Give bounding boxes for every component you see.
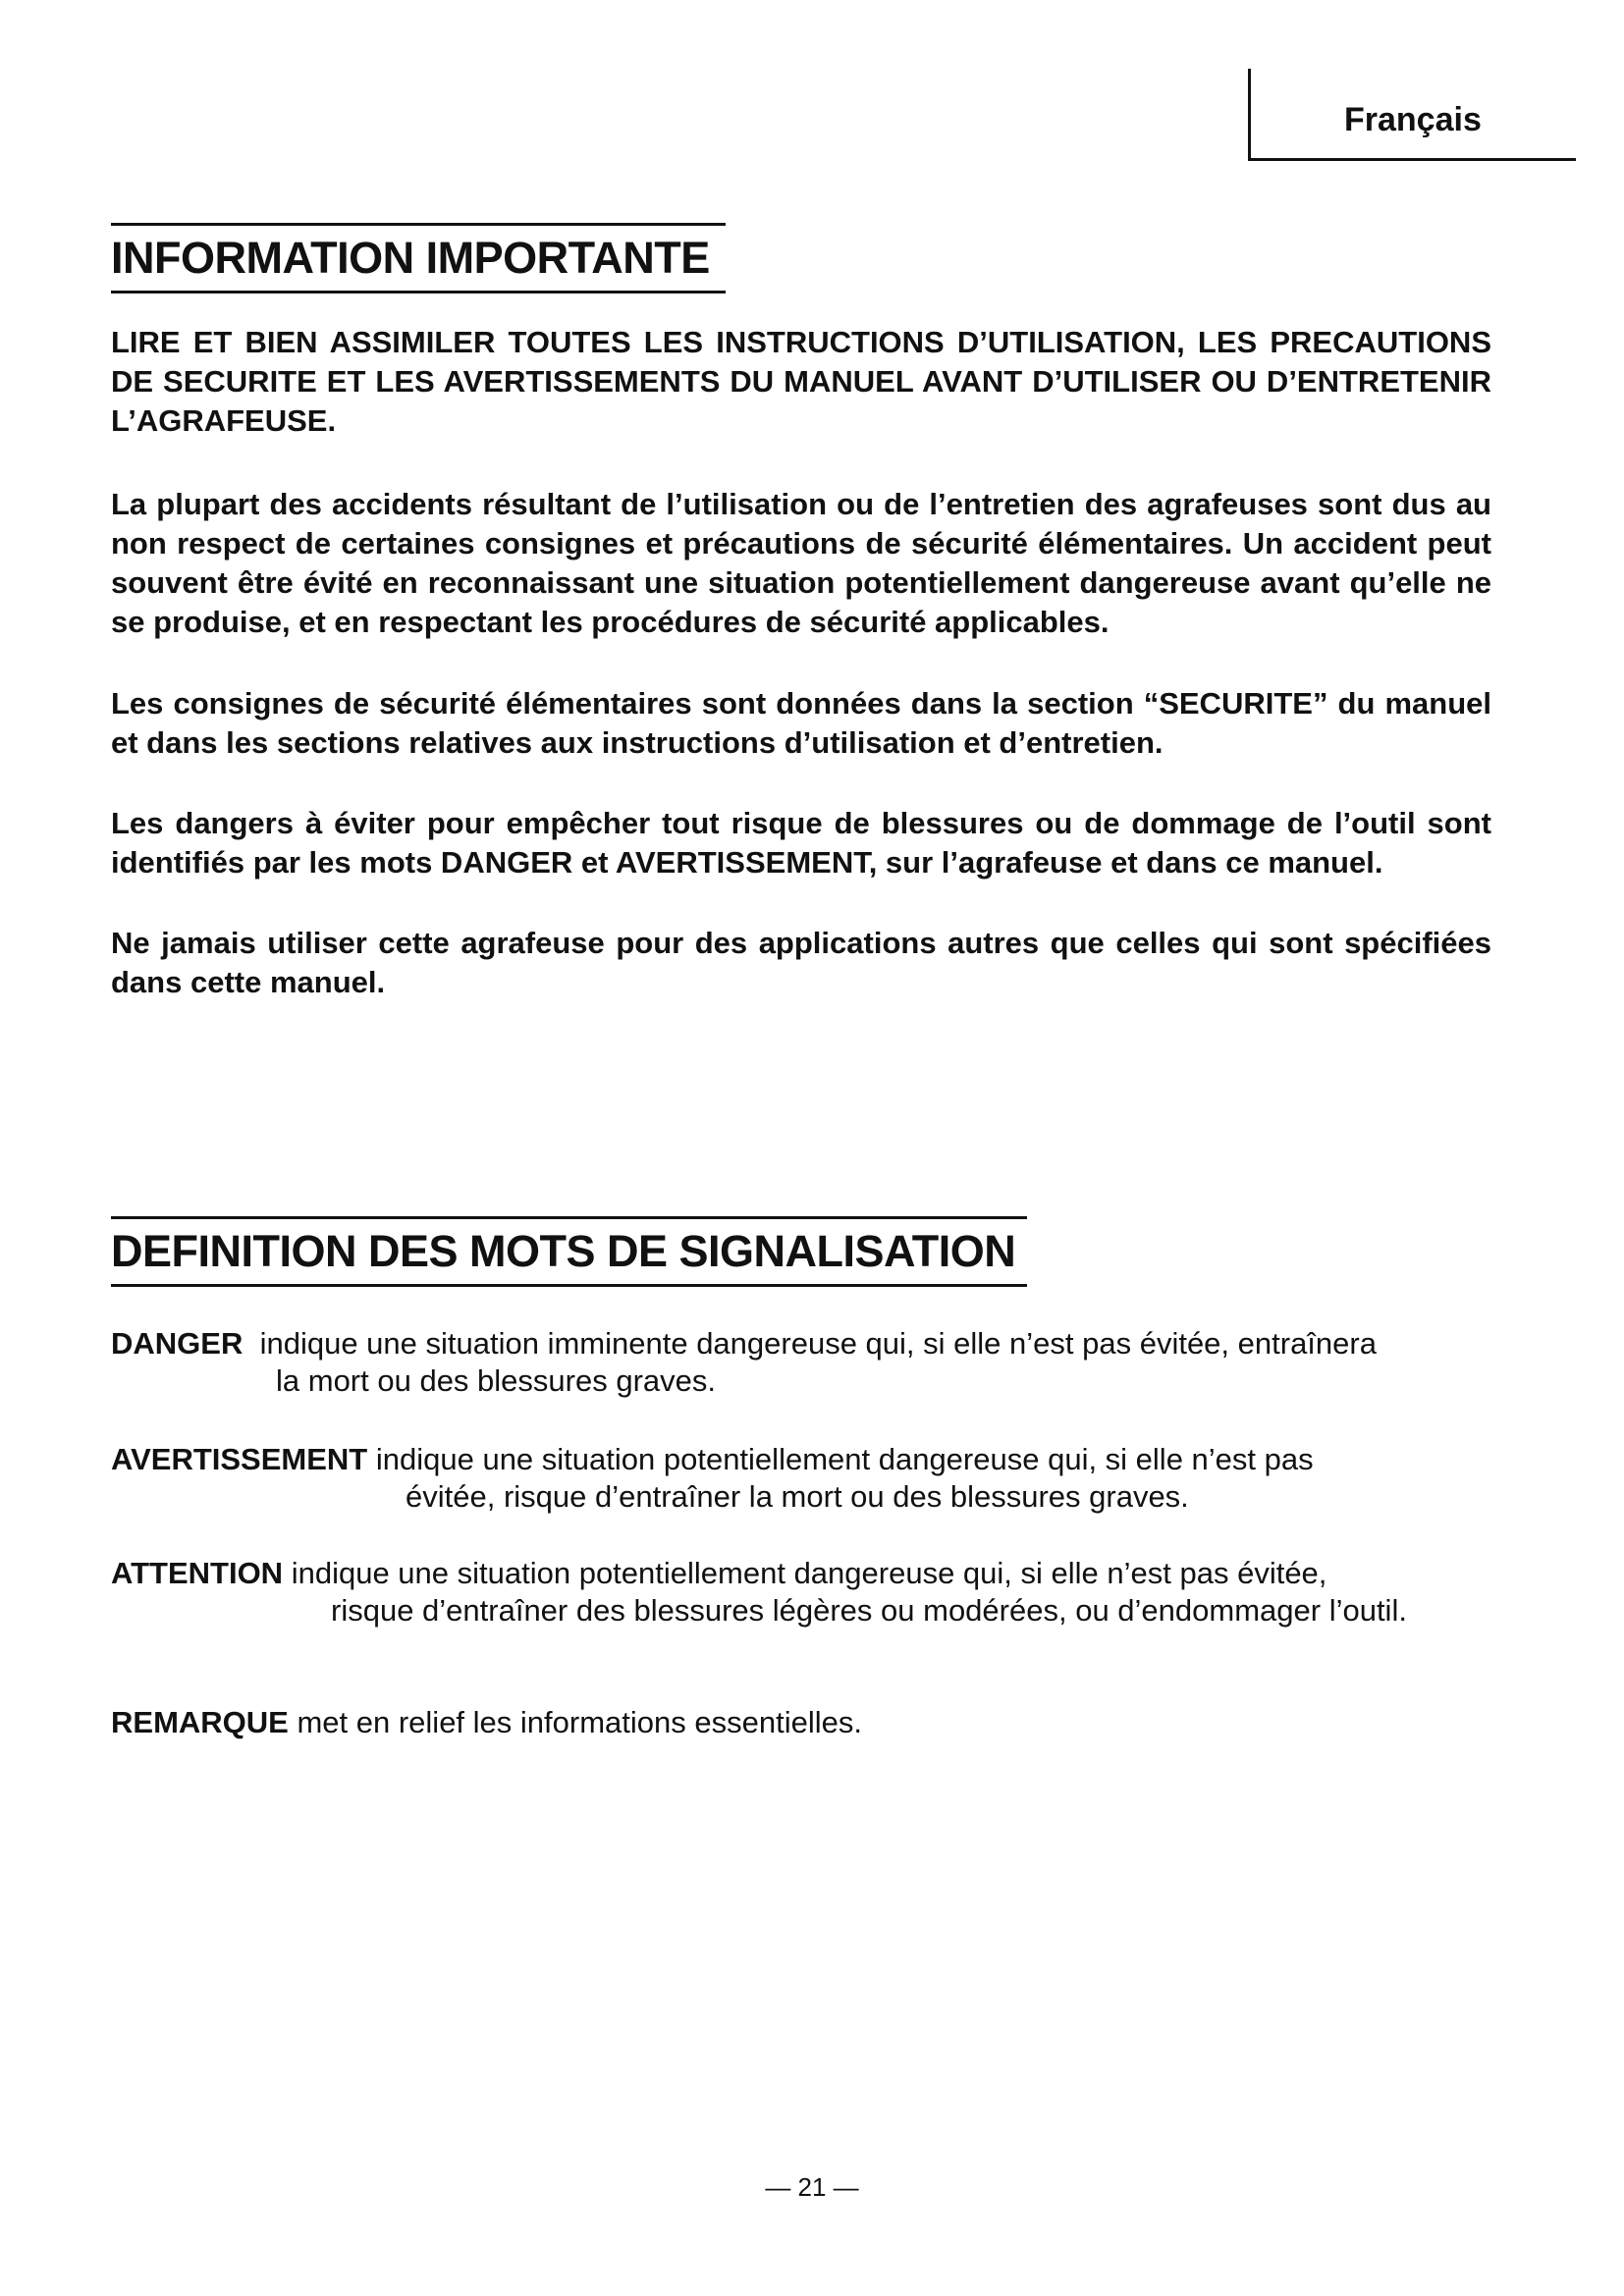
page-number: — 21 — (765, 2172, 859, 2202)
definition-text-continued: évitée, risque d’entraîner la mort ou des blessures graves. (406, 1479, 1189, 1514)
definition-text: met en relief les informations essentielles. (297, 1705, 862, 1739)
paragraph-dangers: Les dangers à éviter pour empêcher tout risque de blessures ou de dommage de l’outil sont identifiés par les mots DANGER et AVERTISSEMENT, sur l’agrafeuse et dans ce manuel. (111, 806, 1491, 880)
definition-term: REMARQUE (111, 1705, 289, 1739)
definition-danger (111, 1325, 1491, 1400)
definition-term: DANGER (111, 1326, 244, 1361)
language-label: Français (1344, 101, 1482, 138)
definition-text-continued: risque d’entraîner des blessures légères ou modérées, ou d’endommager l’outil. (331, 1593, 1407, 1628)
paragraph-usage: Ne jamais utiliser cette agrafeuse pour des applications autres que celles qui sont spécifiées dans cette manuel. (111, 926, 1491, 999)
definition-term: ATTENTION (111, 1556, 284, 1590)
definition-text: indique une situation potentiellement dangereuse qui, si elle n’est pas évitée, (291, 1556, 1327, 1590)
language-label-box (1248, 69, 1576, 161)
paragraph-safety-rules: Les consignes de sécurité élémentaires sont données dans la section “SECURITE” du manuel et dans les sections relatives aux instructions d’utilisation et d’entretien. (111, 686, 1491, 760)
definition-text: indique une situation imminente dangereuse qui, si elle n’est pas évitée, entraînera (259, 1326, 1377, 1361)
definition-avertissement (111, 1441, 1491, 1516)
caps-warning-paragraph: LIRE ET BIEN ASSIMILER TOUTES LES INSTRUCTIONS D’UTILISATION, LES PRECAUTIONS DE SECURITE ET LES AVERTISSEMENTS DU MANUEL AVANT D’UTILISER OU D’ENTRETENIR L’AGRAFEUSE. (111, 325, 1491, 438)
definition-text-continued: la mort ou des blessures graves. (276, 1363, 716, 1398)
definition-term: AVERTISSEMENT (111, 1442, 368, 1476)
definition-remarque (111, 1704, 1491, 1741)
section-title-important-information: INFORMATION IMPORTANTE (111, 223, 726, 294)
section-title-signal-words: DEFINITION DES MOTS DE SIGNALISATION (111, 1216, 1027, 1287)
definition-text: indique une situation potentiellement dangereuse qui, si elle n’est pas (375, 1442, 1314, 1476)
paragraph-accidents: La plupart des accidents résultant de l’utilisation ou de l’entretien des agrafeuses sont dus au non respect de certaines consignes et précautions de sécurité élémentaires. Un accident peut souvent être évité en reconnaissant une situation potentiellement dangereuse avant qu’elle ne se produise, et en respectant les procédures de sécurité applicables. (111, 487, 1491, 639)
definition-attention (111, 1555, 1491, 1629)
